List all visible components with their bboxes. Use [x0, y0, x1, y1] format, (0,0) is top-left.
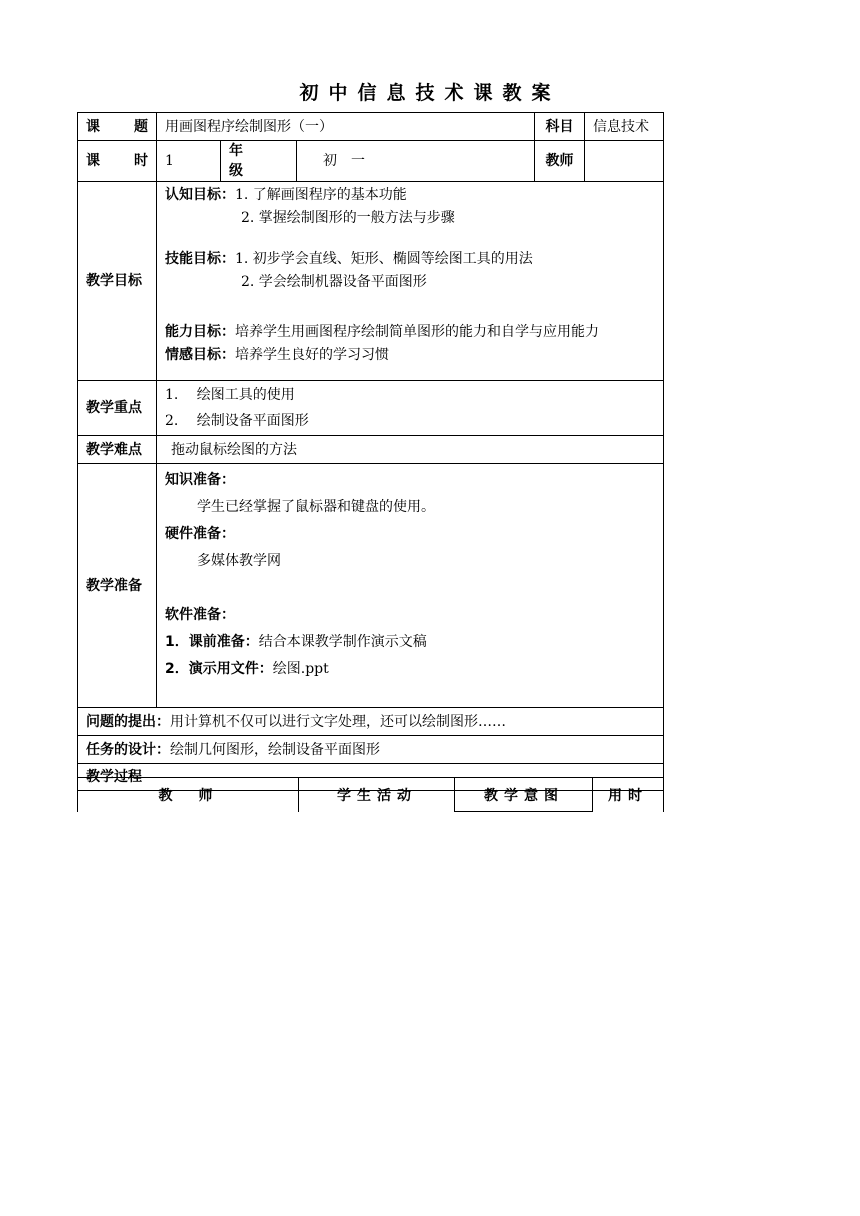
grade-label [221, 141, 297, 182]
process-header [77, 777, 663, 811]
objectives-row [78, 182, 664, 381]
cognitive-label: 认知目标： [165, 187, 235, 203]
software-2-value: 绘图.ppt [272, 661, 329, 677]
key-points-row [78, 381, 664, 436]
preparation-content [157, 464, 664, 708]
subject-value: 信息技术 [585, 113, 664, 141]
emotion-label: 情感目标： [165, 347, 235, 363]
skill-label: 技能目标： [165, 251, 235, 267]
grade-label-text: 年级 [229, 143, 261, 179]
topic-row [78, 113, 664, 141]
ability-label: 能力目标： [165, 324, 235, 340]
objectives-content [157, 182, 664, 381]
teacher-label: 教师 [535, 141, 585, 182]
software-label: 软件准备： [165, 607, 235, 623]
teacher-value [585, 141, 664, 182]
hardware-value: 多媒体教学网 [197, 553, 281, 569]
skill-item-2: 2. 学会绘制机器设备平面图形 [241, 274, 427, 290]
lesson-plan-table [77, 112, 664, 791]
col-student: 学生活动 [298, 777, 455, 812]
question-value: 用计算机不仅可以进行文字处理，还可以绘制图形…… [170, 713, 506, 730]
skill-item-1: 1. 初步学会直线、矩形、椭圆等绘图工具的用法 [235, 251, 533, 267]
preparation-row [78, 464, 664, 708]
topic-value: 用画图程序绘制图形（一） [157, 113, 535, 141]
hardware-label: 硬件准备： [165, 526, 235, 542]
software-1-label: 1．课前准备： [165, 634, 259, 650]
cognitive-item-1: 1. 了解画图程序的基本功能 [235, 187, 407, 203]
software-1-value: 结合本课教学制作演示文稿 [258, 634, 427, 650]
col-time: 用时 [592, 777, 664, 812]
key-point-2: 2. 绘制设备平面图形 [165, 413, 309, 429]
hours-row [78, 141, 664, 182]
hours-value: 1 [157, 141, 221, 182]
difficulty-row [78, 436, 664, 464]
difficulty-label: 教学难点 [78, 436, 157, 464]
difficulty-value: 拖动鼠标绘图的方法 [157, 436, 664, 464]
page-title: 初中信息技术课教案 [299, 82, 561, 104]
task-row [78, 736, 664, 764]
question-label: 问题的提出： [86, 713, 170, 730]
key-points-content [157, 381, 664, 436]
knowledge-value: 学生已经掌握了鼠标器和键盘的使用。 [197, 499, 435, 515]
process-label: 教学过程 [78, 764, 664, 791]
topic-label: 课题 [78, 113, 157, 141]
ability-value: 培养学生用画图程序绘制简单图形的能力和自学与应用能力 [235, 324, 599, 340]
task-content [78, 736, 664, 764]
subject-label: 科目 [535, 113, 585, 141]
key-points-label: 教学重点 [78, 381, 157, 436]
col-intent: 教学意图 [454, 777, 593, 812]
emotion-value: 培养学生良好的学习习惯 [235, 347, 389, 363]
grade-value: 初 一 [297, 141, 535, 182]
preparation-label: 教学准备 [78, 464, 157, 708]
cognitive-item-2: 2. 掌握绘制图形的一般方法与步骤 [241, 210, 455, 226]
knowledge-label: 知识准备： [165, 472, 235, 488]
col-teacher: 教 师 [77, 777, 299, 812]
hours-label: 课时 [78, 141, 157, 182]
task-value: 绘制几何图形，绘制设备平面图形 [170, 741, 380, 758]
objectives-label: 教学目标 [78, 182, 157, 381]
software-2-label: 2．演示用文件： [165, 661, 273, 677]
question-row [78, 708, 664, 736]
task-label: 任务的设计： [86, 741, 170, 758]
key-point-1: 1. 绘图工具的使用 [165, 387, 295, 403]
question-content [78, 708, 664, 736]
